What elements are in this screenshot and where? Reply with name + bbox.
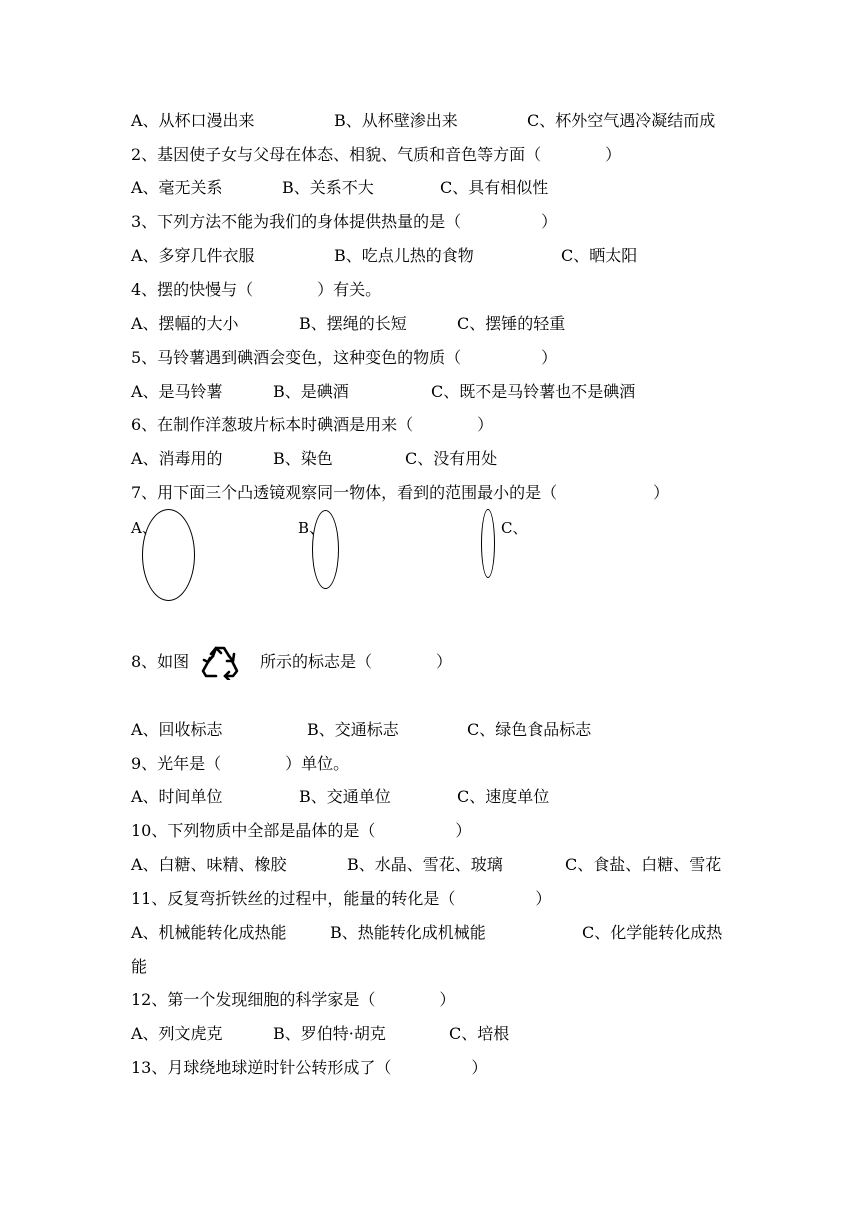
q11-options xyxy=(131,921,723,945)
lens-a-ellipse xyxy=(142,509,195,601)
q3-option-b: B、吃点儿热的食物 xyxy=(334,246,474,265)
question-12: 12、第一个发现细胞的科学家是（ ） xyxy=(131,990,456,1009)
q7-option-c-label: C、 xyxy=(501,519,528,537)
q8-text-before: 8、如图 xyxy=(131,652,190,671)
q9-option-c: C、速度单位 xyxy=(457,787,550,806)
q8-options xyxy=(131,718,592,742)
q11-option-a: A、机械能转化成热能 xyxy=(131,923,287,942)
question-4: 4、摆的快慢与（ ）有关。 xyxy=(131,280,382,299)
q11-option-b: B、热能转化成机械能 xyxy=(330,923,486,942)
q10-option-a: A、白糖、味精、橡胶 xyxy=(131,855,287,874)
q11-option-c: C、化学能转化成热 xyxy=(582,923,723,942)
q6-option-a: A、消毒用的 xyxy=(131,449,223,468)
q1-option-c: C、杯外空气遇冷凝结而成 xyxy=(527,111,716,130)
q2-options xyxy=(131,176,549,200)
q4-options xyxy=(131,312,566,336)
q12-option-b: B、罗伯特·胡克 xyxy=(273,1024,386,1043)
q1-options xyxy=(131,109,716,133)
q6-option-c: C、没有用处 xyxy=(405,449,498,468)
lens-c-ellipse xyxy=(481,509,495,578)
q12-option-a: A、列文虎克 xyxy=(131,1024,223,1043)
q2-option-c: C、具有相似性 xyxy=(440,178,549,197)
q3-option-c: C、晒太阳 xyxy=(561,246,638,265)
question-10: 10、下列物质中全部是晶体的是（ ） xyxy=(131,821,472,840)
question-3: 3、下列方法不能为我们的身体提供热量的是（ ） xyxy=(131,212,558,231)
q6-option-b: B、染色 xyxy=(273,449,333,468)
q8-option-a: A、回收标志 xyxy=(131,720,223,739)
q5-options xyxy=(131,380,636,404)
q10-option-c: C、食盐、白糖、雪花 xyxy=(565,855,722,874)
q4-option-c: C、摆锤的轻重 xyxy=(457,314,566,333)
q2-option-a: A、毫无关系 xyxy=(131,178,223,197)
q3-options xyxy=(131,244,638,268)
q1-option-a: A、从杯口漫出来 xyxy=(131,111,255,130)
q4-option-b: B、摆绳的长短 xyxy=(299,314,407,333)
q9-option-a: A、时间单位 xyxy=(131,787,223,806)
q8-option-b: B、交通标志 xyxy=(307,720,399,739)
q12-options xyxy=(131,1022,510,1046)
q10-option-b: B、水晶、雪花、玻璃 xyxy=(347,855,503,874)
q3-option-a: A、多穿几件衣服 xyxy=(131,246,255,265)
q12-option-c: C、培根 xyxy=(449,1024,510,1043)
q5-option-a: A、是马铃薯 xyxy=(131,382,223,401)
q4-option-a: A、摆幅的大小 xyxy=(131,314,239,333)
question-8 xyxy=(131,650,453,674)
q2-option-b: B、关系不大 xyxy=(282,178,374,197)
question-9: 9、光年是（ ）单位。 xyxy=(131,754,350,773)
q8-option-c: C、绿色食品标志 xyxy=(467,720,592,739)
q5-option-c: C、既不是马铃薯也不是碘酒 xyxy=(431,382,636,401)
q10-options xyxy=(131,853,722,877)
question-11: 11、反复弯折铁丝的过程中，能量的转化是（ ） xyxy=(131,889,552,908)
question-7: 7、用下面三个凸透镜观察同一物体，看到的范围最小的是（ ） xyxy=(131,483,670,502)
question-5: 5、马铃薯遇到碘酒会变色，这种变色的物质（ ） xyxy=(131,348,558,367)
q9-options xyxy=(131,785,550,809)
q9-option-b: B、交通单位 xyxy=(299,787,391,806)
question-6: 6、在制作洋葱玻片标本时碘酒是用来（ ） xyxy=(131,415,494,434)
question-2: 2、基因使子女与父母在体态、相貌、气质和音色等方面（ ） xyxy=(131,145,622,164)
q1-option-b: B、从杯壁渗出来 xyxy=(334,111,458,130)
q5-option-b: B、是碘酒 xyxy=(273,382,349,401)
lens-b-ellipse xyxy=(312,510,339,589)
recycle-icon xyxy=(199,642,241,680)
question-13: 13、月球绕地球逆时针公转形成了（ ） xyxy=(131,1058,488,1077)
q7-option-b-label: B、 xyxy=(298,519,325,537)
q11-option-c-wrap: 能 xyxy=(131,957,148,976)
q8-text-after: 所示的标志是（ ） xyxy=(260,652,453,671)
q6-options xyxy=(131,447,498,471)
q7-option-a-label: A、 xyxy=(131,519,157,537)
